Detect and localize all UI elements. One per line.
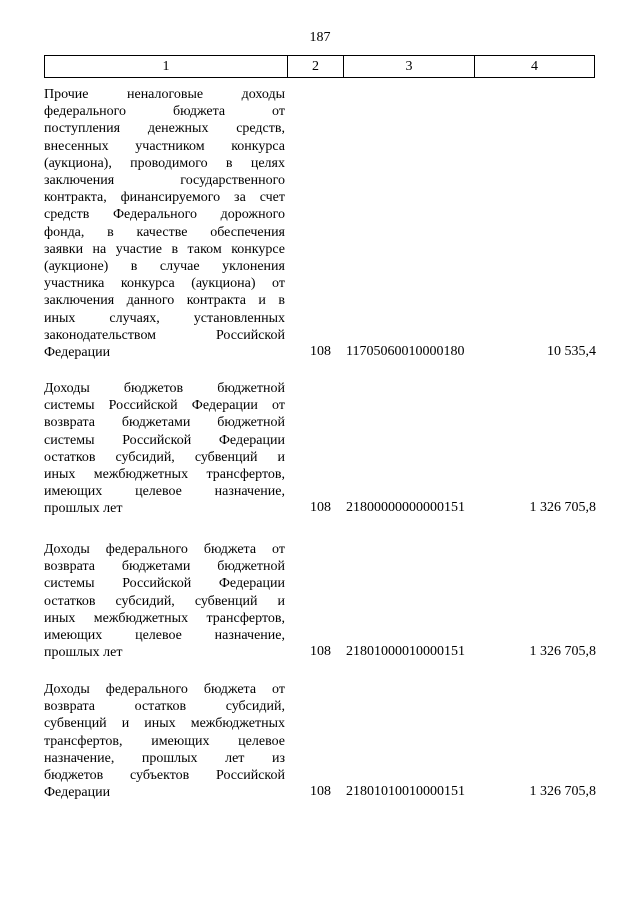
description-line: заявки на участие в таком конкурсе [44, 241, 285, 257]
row-amount: 10 535,4 [547, 344, 596, 359]
description-line: Федерации [44, 785, 111, 801]
description-line: возврата бюджетами бюджетной [44, 415, 285, 431]
description-line: возврата бюджетами бюджетной [44, 559, 285, 575]
row-admin-code: 108 [310, 644, 331, 660]
row-admin-code: 108 [310, 344, 331, 359]
description-line: заключения государственного [44, 173, 285, 189]
page-number: 187 [309, 30, 331, 45]
description-line: трансфертов, имеющих целевое [44, 733, 285, 749]
description-line: системы Российской Федерации от [44, 398, 285, 414]
row-admin-code: 108 [310, 500, 331, 516]
description-line: федерального бюджета от [44, 104, 285, 120]
description-line: имеющих целевое назначение, [44, 628, 285, 644]
row-amount: 1 326 705,8 [529, 644, 596, 660]
description-line: внесенных участником конкурса [44, 138, 285, 154]
description-line: прошлых лет [44, 645, 123, 661]
description-line: системы Российской Федерации [44, 432, 285, 448]
description-line: имеющих целевое назначение, [44, 484, 285, 500]
description-line: иных межбюджетных трансфертов, [44, 610, 285, 626]
description-line: Доходы бюджетов бюджетной [44, 381, 285, 396]
description-line: участника конкурса (аукциона) от [44, 276, 285, 292]
description-line: остатков субсидий, субвенций и [44, 593, 285, 609]
description-line: Доходы федерального бюджета от [44, 682, 285, 697]
column-header-1: 1 [45, 56, 288, 78]
row-description [44, 681, 285, 801]
row-amount: 1 326 705,8 [529, 784, 596, 800]
description-line: бюджетов субъектов Российской [44, 768, 285, 784]
row-amount: 1 326 705,8 [529, 500, 596, 516]
description-line: иных случаях, установленных [44, 310, 285, 326]
row-budget-code: 11705060010000180 [346, 344, 465, 359]
row-description [44, 86, 285, 361]
column-header-table [44, 55, 595, 78]
row-admin-code: 108 [310, 784, 331, 800]
description-line: Прочие неналоговые доходы [44, 87, 285, 102]
column-header-3: 3 [344, 56, 475, 78]
row-budget-code: 21801000010000151 [346, 644, 465, 660]
description-line: средств Федерального дорожного [44, 207, 285, 223]
row-budget-code: 21800000000000151 [346, 500, 465, 516]
row-budget-code: 21801010010000151 [346, 784, 465, 800]
column-header-row [45, 56, 595, 78]
description-line: прошлых лет [44, 501, 123, 517]
description-line: фонда, в качестве обеспечения [44, 224, 285, 240]
description-line: Федерации [44, 345, 111, 361]
description-line: поступления денежных средств, [44, 121, 285, 137]
row-description [44, 380, 285, 518]
description-line: назначение, прошлых лет из [44, 750, 285, 766]
description-line: (аукциона), проводимого в целях [44, 155, 285, 171]
description-line: субвенций и иных межбюджетных [44, 716, 285, 732]
description-line: возврата остатков субсидий, [44, 699, 285, 715]
description-line: контракта, финансируемого за счет [44, 190, 285, 206]
description-line: иных межбюджетных трансфертов, [44, 467, 285, 483]
column-header-2: 2 [288, 56, 344, 78]
description-line: законодательством Российской [44, 327, 285, 343]
description-line: системы Российской Федерации [44, 576, 285, 592]
description-line: остатков субсидий, субвенций и [44, 449, 285, 465]
column-header-4: 4 [475, 56, 595, 78]
description-line: заключения данного контракта и в [44, 293, 285, 309]
description-line: Доходы федерального бюджета от [44, 542, 285, 557]
row-description [44, 541, 285, 661]
description-line: (аукционе) в случае уклонения [44, 259, 285, 275]
